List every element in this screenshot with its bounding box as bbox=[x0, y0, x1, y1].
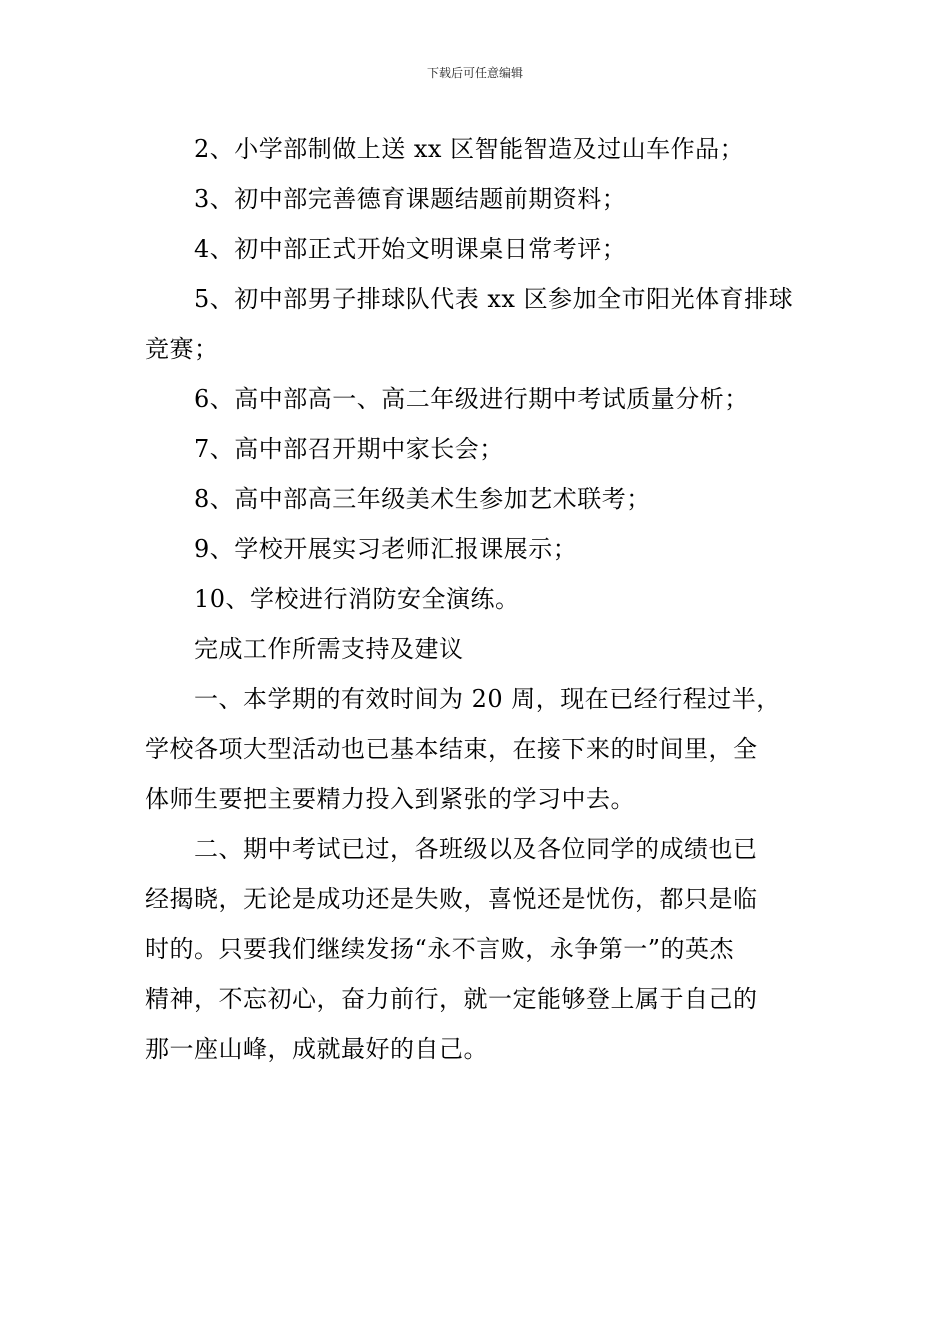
document-body bbox=[145, 124, 807, 1074]
paragraph-2-line-1: 二、期中考试已过，各班级以及各位同学的成绩也已 bbox=[194, 835, 758, 863]
section-heading: 完成工作所需支持及建议 bbox=[194, 635, 464, 663]
paragraph-2-line-4: 精神，不忘初心，奋力前行，就一定能够登上属于自己的 bbox=[145, 985, 758, 1013]
paragraph-2-line-5: 那一座山峰，成就最好的自己。 bbox=[145, 1035, 488, 1063]
item-2: 2、小学部制做上送 xx 区智能智造及过山车作品； bbox=[194, 135, 745, 163]
item-8: 8、高中部高三年级美术生参加艺术联考； bbox=[194, 485, 651, 513]
item-9: 9、学校开展实习老师汇报课展示； bbox=[194, 535, 578, 563]
paragraph-1-line-3: 体师生要把主要精力投入到紧张的学习中去。 bbox=[145, 785, 635, 813]
page-header: 下载后可任意编辑 bbox=[426, 66, 523, 80]
item-7: 7、高中部召开期中家长会； bbox=[194, 435, 504, 463]
paragraph-2-line-2: 经揭晓，无论是成功还是失败，喜悦还是忧伤，都只是临 bbox=[145, 885, 758, 913]
item-4: 4、初中部正式开始文明课桌日常考评； bbox=[194, 235, 627, 263]
item-3: 3、初中部完善德育课题结题前期资料； bbox=[194, 185, 627, 213]
paragraph-1-line-1: 一、本学期的有效时间为 20 周，现在已经行程过半， bbox=[194, 685, 781, 713]
paragraph-1-line-2: 学校各项大型活动也已基本结束，在接下来的时间里，全 bbox=[145, 735, 758, 763]
item-6: 6、高中部高一、高二年级进行期中考试质量分析； bbox=[194, 385, 749, 413]
item-5-line-2: 竞赛； bbox=[145, 335, 219, 363]
item-10: 10、学校进行消防安全演练。 bbox=[194, 585, 520, 613]
item-5-line-1: 5、初中部男子排球队代表 xx 区参加全市阳光体育排球 bbox=[194, 285, 794, 313]
paragraph-2-line-3: 时的。只要我们继续发扬“永不言败，永争第一”的英杰 bbox=[145, 935, 735, 963]
